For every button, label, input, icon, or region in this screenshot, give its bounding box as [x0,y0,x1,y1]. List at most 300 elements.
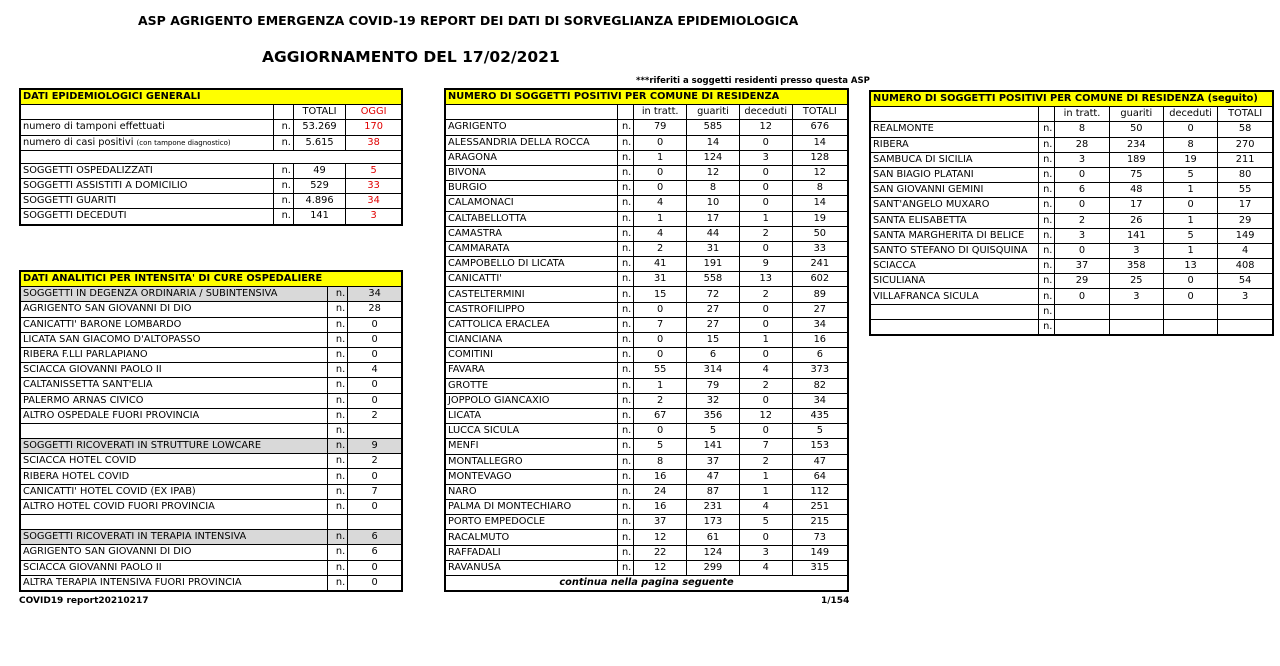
hospital-row [20,363,402,378]
comune-row [445,363,848,378]
hospital-group-row [20,530,402,545]
comune-value: 64 [792,469,848,484]
n-marker: n. [328,530,348,545]
comune-value: 3 [1218,289,1273,304]
comune-row [445,165,848,180]
comune-value: 1 [634,150,687,165]
comune-value: 19 [1163,152,1217,167]
comune-value: 10 [687,196,740,211]
comune-value: 16 [792,333,848,348]
comuni-title: NUMERO DI SOGGETTI POSITIVI PER COMUNE DI RESIDENZA [445,89,848,105]
hospital-value: 7 [348,484,402,499]
column-header: guariti [687,105,740,120]
comune-value: 3 [1055,152,1109,167]
blank-cell [1039,107,1055,122]
comune-value [1055,304,1109,319]
comune-value: 2 [739,378,792,393]
comune-value: 12 [634,530,687,545]
hospital-value [348,515,402,530]
label-text: numero di casi positivi [23,136,134,148]
residents-note: ***riferiti a soggetti residenti presso questa ASP [636,76,870,86]
n-marker: n. [618,120,634,135]
comune-value: 7 [739,439,792,454]
column-header: guariti [1109,107,1163,122]
comune-value: 0 [739,165,792,180]
comune-value: 12 [739,120,792,135]
hospital-row [20,575,402,591]
n-marker: n. [618,484,634,499]
n-marker: n. [618,150,634,165]
comune-value: 14 [792,135,848,150]
comune-row [445,500,848,515]
n-marker: n. [1039,183,1055,198]
comune-name: RAVANUSA [445,560,618,575]
hospital-row [20,423,402,438]
n-marker: n. [1039,319,1055,335]
hospital-row [20,499,402,514]
n-marker: n. [618,211,634,226]
blank-cell [870,107,1039,122]
comune-row [445,530,848,545]
hospital-value: 0 [348,469,402,484]
general-title: DATI EPIDEMIOLOGICI GENERALI [20,89,402,105]
comune-value: 5 [739,515,792,530]
comune-name: CATTOLICA ERACLEA [445,317,618,332]
comune-name: RAFFADALI [445,545,618,560]
comune-row [445,211,848,226]
comuni-header-row [870,107,1273,122]
comune-name: LUCCA SICULA [445,424,618,439]
n-marker: n. [618,560,634,575]
comune-value: 16 [634,469,687,484]
comune-row [870,289,1273,304]
comune-name: SANT'ANGELO MUXARO [870,198,1039,213]
general-label: SOGGETTI GUARITI [20,194,273,209]
comune-value: 8 [792,181,848,196]
n-marker: n. [1039,274,1055,289]
comune-value: 34 [792,393,848,408]
hospital-label: SCIACCA GIOVANNI PAOLO II [20,560,328,575]
n-marker: n. [328,469,348,484]
n-marker: n. [618,181,634,196]
n-marker: n. [618,165,634,180]
comune-row [870,259,1273,274]
hospital-label: CANICATTI' BARONE LOMBARDO [20,317,328,332]
n-marker: n. [618,454,634,469]
comune-name: SANTA ELISABETTA [870,213,1039,228]
n-marker: n. [618,348,634,363]
general-row [20,194,402,209]
n-marker: n. [328,393,348,408]
hospital-row [20,393,402,408]
n-marker: n. [328,363,348,378]
comune-row [445,454,848,469]
comune-value: 3 [1055,228,1109,243]
comune-value: 435 [792,408,848,423]
comune-name: SAN GIOVANNI GEMINI [870,183,1039,198]
n-marker: n. [273,120,293,135]
continue-row [445,576,848,592]
n-marker: n. [618,317,634,332]
comune-value: 2 [634,393,687,408]
comune-name: CALAMONACI [445,196,618,211]
comune-name [870,319,1039,335]
n-marker: n. [618,545,634,560]
n-marker: n. [328,408,348,423]
column-header: TOTALI [1218,107,1273,122]
n-marker: n. [618,424,634,439]
hospital-label: PALERMO ARNAS CIVICO [20,393,328,408]
comune-value: 1 [634,211,687,226]
comune-value: 16 [634,500,687,515]
comune-value: 0 [1055,167,1109,182]
comune-value: 270 [1218,137,1273,152]
update-date: AGGIORNAMENTO DEL 17/02/2021 [262,48,560,66]
comune-value: 0 [634,424,687,439]
n-marker: n. [618,287,634,302]
comune-value: 124 [687,545,740,560]
hospital-label: SCIACCA HOTEL COVID [20,454,328,469]
n-marker: n. [1039,122,1055,137]
hospital-row [20,454,402,469]
n-marker: n. [1039,137,1055,152]
comune-value: 17 [1109,198,1163,213]
comune-value: 79 [634,120,687,135]
comune-name: VILLAFRANCA SICULA [870,289,1039,304]
comune-value: 149 [1218,228,1273,243]
comune-value: 75 [1109,167,1163,182]
comune-value: 0 [739,317,792,332]
comune-row [445,393,848,408]
footer-report-id: COVID19 report20210217 [19,596,149,606]
comune-value: 0 [1163,289,1217,304]
n-marker: n. [618,257,634,272]
comune-value: 5 [792,424,848,439]
label-text: numero di tamponi effettuati [23,121,165,133]
n-marker: n. [328,317,348,332]
hospital-label: AGRIGENTO SAN GIOVANNI DI DIO [20,302,328,317]
blank-cell [445,105,618,120]
hospital-title-row [20,271,402,287]
comune-name: PALMA DI MONTECHIARO [445,500,618,515]
hospital-row [20,560,402,575]
comune-value: 6 [1055,183,1109,198]
comune-row [445,439,848,454]
municipalities-continued-table [869,90,1274,336]
comune-value: 4 [634,196,687,211]
n-marker: n. [618,530,634,545]
comuni-title: NUMERO DI SOGGETTI POSITIVI PER COMUNE DI RESIDENZA (seguito) [870,91,1273,107]
comune-value: 3 [1109,289,1163,304]
comune-value: 72 [687,287,740,302]
comune-row [870,167,1273,182]
blank-cell [20,105,273,120]
comune-value: 6 [687,348,740,363]
comune-row [445,120,848,135]
hospital-label [20,423,328,438]
hospital-label: SOGGETTI RICOVERATI IN STRUTTURE LOWCARE [20,439,328,454]
total-value: 141 [293,209,345,225]
comune-value: 25 [1109,274,1163,289]
general-data-table [19,88,403,226]
comune-value: 32 [687,393,740,408]
n-marker: n. [618,272,634,287]
today-value: 3 [346,209,402,225]
n-marker: n. [328,347,348,362]
comune-value: 5 [634,439,687,454]
comune-value: 602 [792,272,848,287]
comune-name: ARAGONA [445,150,618,165]
comune-value: 231 [687,500,740,515]
comune-value [1218,304,1273,319]
comune-name: CALTABELLOTTA [445,211,618,226]
comune-name: REALMONTE [870,122,1039,137]
n-marker: n. [328,454,348,469]
comune-row [870,228,1273,243]
total-value: 529 [293,178,345,193]
general-row [20,163,402,178]
n-marker: n. [1039,259,1055,274]
comune-name: COMITINI [445,348,618,363]
hospital-value: 28 [348,302,402,317]
comune-value: 408 [1218,259,1273,274]
comune-value: 358 [1109,259,1163,274]
blank-cell [273,105,293,120]
report-title: ASP AGRIGENTO EMERGENZA COVID-19 REPORT DEI DATI DI SORVEGLIANZA EPIDEMIOLOGICA [138,13,799,28]
n-marker: n. [618,363,634,378]
hospital-label: CALTANISSETTA SANT'ELIA [20,378,328,393]
n-marker: n. [618,500,634,515]
comune-row [870,319,1273,335]
comune-value: 31 [687,241,740,256]
blank-cell [618,105,634,120]
comune-value: 1 [739,469,792,484]
comune-name: MONTALLEGRO [445,454,618,469]
comune-row [445,469,848,484]
comune-value: 4 [739,500,792,515]
comune-value: 4 [739,363,792,378]
comune-value [1055,319,1109,335]
n-marker: n. [618,439,634,454]
today-value: 33 [346,178,402,193]
comune-value: 314 [687,363,740,378]
comune-value: 241 [792,257,848,272]
comune-value: 0 [634,333,687,348]
general-label [20,135,273,150]
general-label: SOGGETTI ASSISTITI A DOMICILIO [20,178,273,193]
n-marker: n. [1039,304,1055,319]
comune-value: 89 [792,287,848,302]
comune-row [445,408,848,423]
n-marker: n. [328,499,348,514]
comune-value: 141 [687,439,740,454]
n-marker [328,515,348,530]
comune-value: 79 [687,378,740,393]
comune-value: 0 [739,530,792,545]
comune-value: 12 [739,408,792,423]
n-marker: n. [1039,228,1055,243]
comune-name: CAMMARATA [445,241,618,256]
comune-value: 29 [1218,213,1273,228]
n-marker: n. [618,393,634,408]
hospital-row [20,317,402,332]
general-row [20,120,402,135]
comune-value: 5 [687,424,740,439]
hospital-label: ALTRO OSPEDALE FUORI PROVINCIA [20,408,328,423]
comune-row [870,274,1273,289]
comune-value: 149 [792,545,848,560]
comune-value: 19 [792,211,848,226]
col-totali: TOTALI [293,105,345,120]
comune-value: 2 [739,287,792,302]
comune-value: 153 [792,439,848,454]
comune-name: NARO [445,484,618,499]
hospital-label: SCIACCA GIOVANNI PAOLO II [20,363,328,378]
comune-value: 5 [1163,228,1217,243]
comune-row [445,484,848,499]
comune-value: 8 [1163,137,1217,152]
hospital-row [20,347,402,362]
comune-row [445,333,848,348]
comune-value: 585 [687,120,740,135]
comune-value: 15 [634,287,687,302]
comune-value: 1 [1163,213,1217,228]
comune-value: 0 [634,181,687,196]
hospital-group-row [20,287,402,302]
hospital-value: 0 [348,332,402,347]
comune-name: BURGIO [445,181,618,196]
comune-value: 24 [634,484,687,499]
comune-value: 8 [1055,122,1109,137]
comune-value: 22 [634,545,687,560]
comune-value: 0 [1055,289,1109,304]
comune-value [1163,319,1217,335]
comune-name: CASTELTERMINI [445,287,618,302]
comune-value: 1 [739,484,792,499]
general-row [20,178,402,193]
comune-value: 0 [739,181,792,196]
comune-name: RIBERA [870,137,1039,152]
comune-value: 189 [1109,152,1163,167]
comune-value: 37 [634,515,687,530]
hospital-value: 0 [348,378,402,393]
comune-row [445,241,848,256]
hospital-row [20,484,402,499]
hospital-label: ALTRA TERAPIA INTENSIVA FUORI PROVINCIA [20,575,328,591]
comune-value: 50 [1109,122,1163,137]
spacer-row [20,150,402,163]
comune-value: 14 [792,196,848,211]
comune-row [445,135,848,150]
comune-value: 128 [792,150,848,165]
hospital-value: 0 [348,317,402,332]
comune-row [445,317,848,332]
comune-value: 44 [687,226,740,241]
comune-value: 0 [739,393,792,408]
n-marker: n. [328,439,348,454]
comune-value: 558 [687,272,740,287]
comune-name [870,304,1039,319]
hospital-row [20,332,402,347]
comune-value: 12 [687,165,740,180]
hospital-label: SOGGETTI IN DEGENZA ORDINARIA / SUBINTENSIVA [20,287,328,302]
comune-value: 0 [1163,122,1217,137]
comune-row [445,257,848,272]
comune-value: 0 [634,348,687,363]
comune-row [870,304,1273,319]
comune-row [445,287,848,302]
hospital-value [348,423,402,438]
comune-value: 0 [739,302,792,317]
n-marker: n. [618,515,634,530]
comune-value: 356 [687,408,740,423]
municipalities-table [444,88,849,592]
comune-value: 82 [792,378,848,393]
total-value: 5.615 [293,135,345,150]
hospital-value: 34 [348,287,402,302]
comune-name: ALESSANDRIA DELLA ROCCA [445,135,618,150]
comune-name: CANICATTI' [445,272,618,287]
comune-name: RACALMUTO [445,530,618,545]
comuni-title-row [445,89,848,105]
hospital-label: AGRIGENTO SAN GIOVANNI DI DIO [20,545,328,560]
comune-value: 7 [634,317,687,332]
comune-name: CAMASTRA [445,226,618,241]
comune-value: 14 [687,135,740,150]
hospital-value: 6 [348,530,402,545]
comune-value: 211 [1218,152,1273,167]
comune-row [870,198,1273,213]
n-marker: n. [1039,289,1055,304]
comune-row [870,183,1273,198]
comune-value: 0 [739,424,792,439]
comune-value: 34 [792,317,848,332]
comune-value: 37 [687,454,740,469]
comune-value: 87 [687,484,740,499]
hospital-row [20,302,402,317]
hospital-row [20,408,402,423]
n-marker: n. [273,163,293,178]
n-marker: n. [1039,167,1055,182]
n-marker: n. [328,423,348,438]
n-marker: n. [273,135,293,150]
n-marker: n. [618,226,634,241]
n-marker: n. [1039,213,1055,228]
comune-value: 29 [1055,274,1109,289]
hospital-value: 4 [348,363,402,378]
comune-value [1109,304,1163,319]
comune-value: 0 [1163,274,1217,289]
n-marker: n. [273,194,293,209]
comune-value: 0 [739,135,792,150]
comune-value: 4 [634,226,687,241]
comuni-title-row [870,91,1273,107]
blank-cell [20,150,402,163]
hospital-label: SOGGETTI RICOVERATI IN TERAPIA INTENSIVA [20,530,328,545]
column-header: TOTALI [792,105,848,120]
hospital-value: 0 [348,560,402,575]
today-value: 170 [346,120,402,135]
n-marker: n. [618,333,634,348]
comune-value: 17 [1218,198,1273,213]
n-marker: n. [618,378,634,393]
comune-row [445,560,848,575]
comune-row [445,424,848,439]
comune-name: CAMPOBELLO DI LICATA [445,257,618,272]
comune-value: 15 [687,333,740,348]
comune-value: 3 [739,150,792,165]
comune-name: SANTO STEFANO DI QUISQUINA [870,243,1039,258]
